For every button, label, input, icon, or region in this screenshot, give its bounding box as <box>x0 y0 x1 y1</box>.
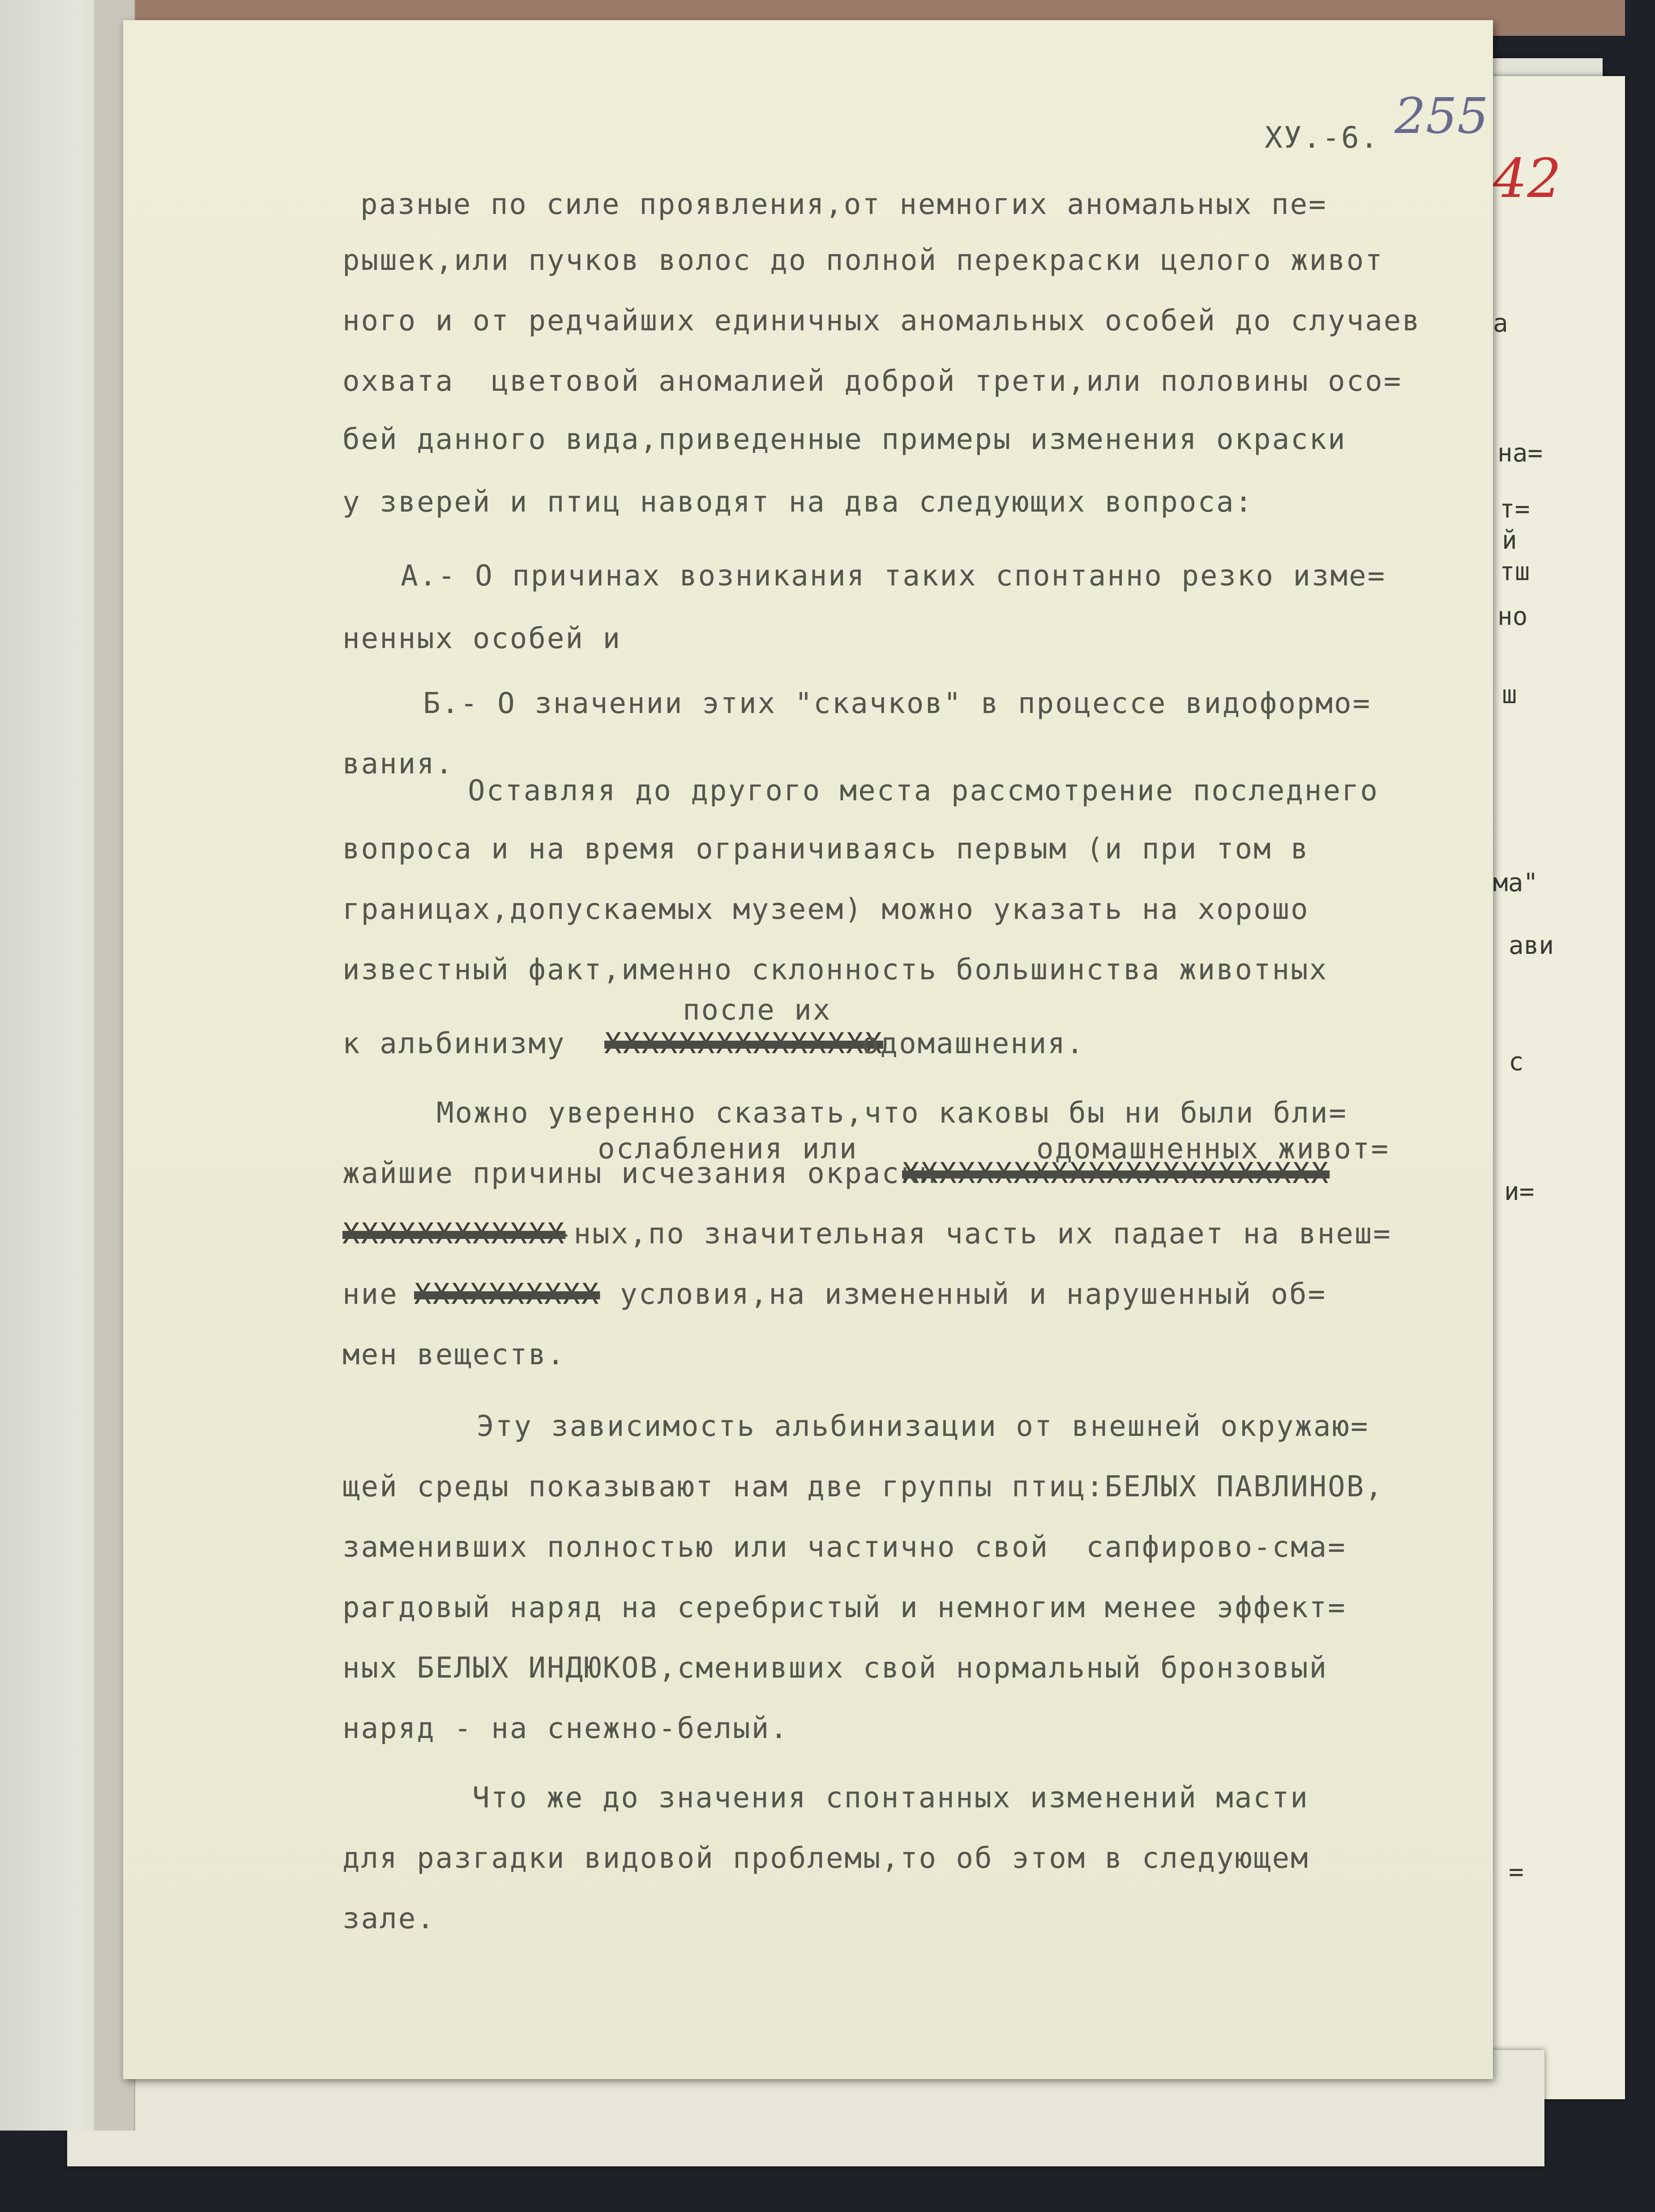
handwritten-page-number: 255 <box>1394 87 1488 145</box>
struck-text: XXXXXXXXXXXX <box>342 1217 566 1251</box>
side-fragment: тш <box>1500 557 1530 586</box>
side-fragment: ш <box>1502 680 1517 709</box>
inserted-text: одомашненных живот= <box>1036 1132 1390 1166</box>
text-line: -ных,по значительная часть их падает на внеш= <box>555 1217 1392 1251</box>
text-line: Можно уверенно сказать,что каковы бы ни были бли= <box>436 1097 1348 1130</box>
text-line: Что же до значения спонтанных изменений масти <box>472 1781 1309 1815</box>
text-line: А.- О причинах возникания таких спонтанно резко изме= <box>401 559 1386 593</box>
struck-text: XXXXXXXXXXXXXXX <box>604 1027 883 1060</box>
text-line: ненных особей и <box>342 622 621 655</box>
text-line: Эту зависимость альбинизации от внешней окружаю= <box>477 1410 1369 1443</box>
side-fragment: ави <box>1509 931 1554 960</box>
text-line: ного и от редчайших единичных аномальных особей до случаев <box>342 304 1421 337</box>
struck-text: XXXXXXXXXX <box>414 1278 600 1311</box>
side-fragment: на= <box>1497 439 1543 468</box>
side-fragment: й <box>1502 526 1517 555</box>
text-line: вания. <box>342 747 454 781</box>
text-line: у зверей и птиц наводят на два следующих вопроса: <box>342 486 1254 519</box>
side-fragment: т= <box>1500 495 1530 524</box>
text-line: к альбинизму <box>342 1027 566 1060</box>
text-line: известный факт,именно склонность большинства животных <box>342 953 1328 986</box>
text-line: щей среды показывают нам две группы птиц:БЕЛЫХ ПАВЛИНОВ, <box>342 1470 1384 1503</box>
text-line: наряд - на снежно-белый. <box>342 1712 789 1745</box>
text-line: жайшие причины исчезания окраски <box>342 1157 937 1190</box>
side-fragment: а <box>1493 309 1508 338</box>
text-line: границах,допускаемых музеем) можно указать на хорошо <box>342 893 1309 926</box>
struck-text: XXXXXXXXXXXXXXXXXXXXXXX <box>902 1157 1330 1190</box>
side-fragment: = <box>1509 1858 1524 1887</box>
text-line: одомашнения. <box>862 1027 1085 1060</box>
text-line: Оставляя до другого места рассмотрение последнего <box>468 774 1379 807</box>
side-fragment: но <box>1497 602 1528 631</box>
text-line: разные по силе проявления,от немногих аномальных пе= <box>360 188 1327 221</box>
text-line: ных БЕЛЫХ ИНДЮКОВ,сменивших свой нормальный бронзовый <box>342 1652 1328 1685</box>
text-line: охвата цветовой аномалией доброй трети,или половины осо= <box>342 365 1403 398</box>
text-line: заменивших полностью или частично свой сапфирово-сма= <box>342 1531 1347 1564</box>
text-line: условия,на измененный и нарушенный об= <box>620 1278 1327 1311</box>
inserted-text: ослабления или <box>598 1132 858 1166</box>
underlying-sheet-2 <box>1477 76 1625 2099</box>
page-number: ХУ.-6. <box>1265 120 1380 155</box>
side-fragment: и= <box>1504 1177 1535 1206</box>
side-fragment: с <box>1509 1047 1524 1076</box>
text-line: рагдовый наряд на серебристый и немногим менее эффект= <box>342 1591 1347 1624</box>
document-page <box>123 20 1493 2079</box>
inserted-text: после их <box>683 994 832 1027</box>
text-line: зале. <box>342 1902 436 1935</box>
text-line: Б.- О значении этих "скачков" в процессе видоформо= <box>423 687 1372 720</box>
text-line: бей данного вида,приведенные примеры изменения окраски <box>342 423 1347 456</box>
text-line: для разгадки видовой проблемы,то об этом в следующем <box>342 1842 1309 1875</box>
text-line: рышек,или пучков волос до полной перекраски целого живот <box>342 244 1384 277</box>
side-fragment: ма" <box>1493 868 1539 897</box>
text-line: ние <box>342 1278 398 1311</box>
text-line: мен веществ. <box>342 1338 566 1371</box>
red-archive-number: 42 <box>1493 148 1561 210</box>
text-line: вопроса и на время ограничиваясь первым (и при том в <box>342 833 1309 866</box>
